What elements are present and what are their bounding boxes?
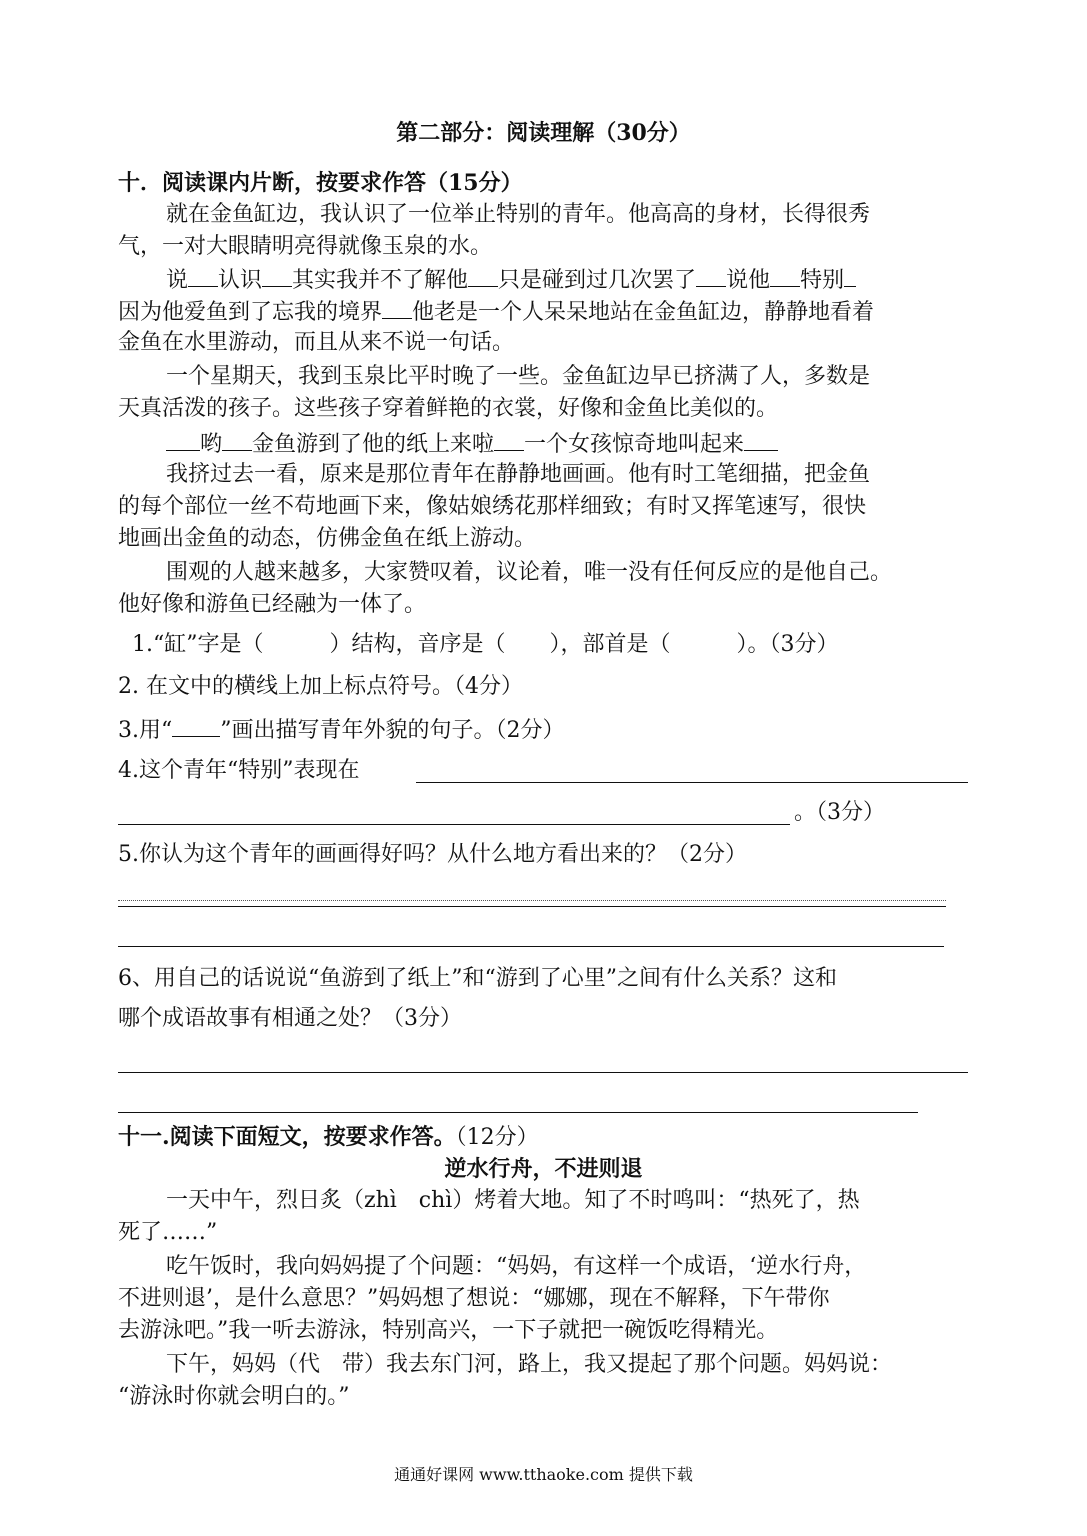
q10-p5a: 我挤过去一看，原来是那位青年在静静地画画。他有时工笔细描，把金鱼: [166, 462, 871, 487]
q11-p3b: “游泳时你就会明白的。”: [118, 1384, 350, 1409]
p2-seg-3: 只是碰到过几次罢了: [498, 268, 697, 293]
p4-seg-0: 哟: [200, 432, 223, 457]
p2-seg-5: 特别: [800, 268, 845, 293]
q10-p5b: 的每个部位一丝不苟地画下来，像姑娘绣花那样细致；有时又挥笔速写，很快: [118, 494, 867, 519]
q10-p5c: 地画出金鱼的动态，仿佛金鱼在纸上游动。: [118, 526, 537, 551]
p2b-tail: 他老是一个人呆呆地站在金鱼缸边，静静地看着: [412, 300, 875, 325]
q4-answer-line-2[interactable]: [118, 824, 790, 825]
footer: 通通好课网 www.tthaoke.com 提供下载: [394, 1465, 693, 1484]
q10-p1a: 就在金鱼缸边，我认识了一位举止特别的青年。他高高的身材，长得很秀: [166, 202, 871, 227]
q11-p3a: 下午，妈妈（代 带）我去东门河，路上，我又提起了那个问题。妈妈说：: [166, 1352, 893, 1377]
q5-dotted-guide: [118, 900, 946, 901]
q11-p1b: 死了……”: [118, 1220, 218, 1245]
q6-answer-line-2[interactable]: [118, 1112, 918, 1113]
punct-blank[interactable]: [744, 428, 778, 451]
q5-answer-line-1[interactable]: [118, 906, 946, 907]
q10-heading: 十．阅读课内片断，按要求作答（15分）: [118, 170, 523, 196]
punct-blank[interactable]: [494, 428, 524, 451]
underline-sample: [172, 714, 220, 737]
punct-blank[interactable]: [696, 264, 726, 287]
p2b-text: 因为他爱鱼到了忘我的境界: [118, 300, 383, 325]
question-1: 1.“缸”字是（ ）结构，音序是（ ），部首是（ ）。（3分）: [132, 632, 839, 657]
q10-p1b: 气，一对大眼睛明亮得就像玉泉的水。: [118, 234, 493, 259]
p2-seg-2: 其实我并不了解他: [292, 268, 469, 293]
q10-p2c: 金鱼在水里游动，而且从来不说一句话。: [118, 330, 515, 355]
q4-answer-line-1[interactable]: [416, 782, 968, 783]
q3-post: ”画出描写青年外貌的句子。（2分）: [220, 718, 565, 743]
p2-seg-0: 说: [166, 268, 189, 293]
question-6b: 哪个成语故事有相通之处？（3分）: [118, 1006, 462, 1031]
q11-p2c: 去游泳吧。”我一听去游泳，特别高兴，一下子就把一碗饭吃得精光。: [118, 1318, 779, 1343]
q11-heading-score: （12分）: [455, 1125, 539, 1150]
q10-p2a: [118, 264, 1018, 296]
q4-score: 。（3分）: [794, 800, 885, 825]
q10-p2b: [118, 296, 970, 328]
q11-p2b: 不进则退’，是什么意思？”妈妈想了想说：“娜娜，现在不解释，下午带你: [118, 1286, 830, 1311]
q11-heading: [118, 1122, 970, 1153]
q3-pre: 3.用“: [118, 718, 173, 743]
q10-p4: [118, 428, 1018, 460]
section-title: 第二部分：阅读理解（30分）: [396, 120, 691, 146]
q10-p6a: 围观的人越来越多，大家赞叹着，议论着，唯一没有任何反应的是他自己。: [166, 560, 893, 585]
p4-seg-2: 一个女孩惊奇地叫起来: [524, 432, 745, 457]
story-title: 逆水行舟，不进则退: [444, 1156, 643, 1182]
question-2: 2. 在文中的横线上加上标点符号。（4分）: [118, 674, 523, 699]
punct-blank[interactable]: [188, 264, 218, 287]
q10-p3b: 天真活泼的孩子。这些孩子穿着鲜艳的衣裳，好像和金鱼比美似的。: [118, 396, 779, 421]
punct-blank[interactable]: [262, 264, 292, 287]
question-6a: 6、用自己的话说说“鱼游到了纸上”和“游到了心里”之间有什么关系？这和: [118, 966, 837, 991]
question-5: 5.你认为这个青年的画画得好吗？从什么地方看出来的？（2分）: [118, 842, 747, 867]
p2-seg-4: 说他: [726, 268, 771, 293]
question-3: [118, 714, 970, 746]
q11-p2a: 吃午饭时，我向妈妈提了个问题：“妈妈，有这样一个成语，‘逆水行舟，: [166, 1254, 867, 1279]
q11-p1a: 一天中午，烈日炙（zhì chì）烤着大地。知了不时鸣叫：“热死了，热: [166, 1188, 860, 1213]
punct-blank[interactable]: [468, 264, 498, 287]
q5-answer-line-2[interactable]: [118, 946, 944, 947]
punct-blank[interactable]: [382, 296, 412, 319]
q11-heading-text: 十一.阅读下面短文，按要求作答。: [118, 1124, 456, 1150]
q10-p6b: 他好像和游鱼已经融为一体了。: [118, 592, 427, 617]
q10-p3a: 一个星期天，我到玉泉比平时晚了一些。金鱼缸边早已挤满了人，多数是: [166, 364, 871, 389]
p4-seg-1: 金鱼游到了他的纸上来啦: [252, 432, 495, 457]
q6-answer-line-1[interactable]: [118, 1072, 968, 1073]
question-4: 4.这个青年“特别”表现在: [118, 758, 360, 783]
punct-blank[interactable]: [770, 264, 800, 287]
punct-blank[interactable]: [222, 428, 252, 451]
p2-seg-1: 认识: [218, 268, 263, 293]
punct-blank[interactable]: [166, 428, 200, 451]
punct-blank[interactable]: [844, 264, 856, 287]
